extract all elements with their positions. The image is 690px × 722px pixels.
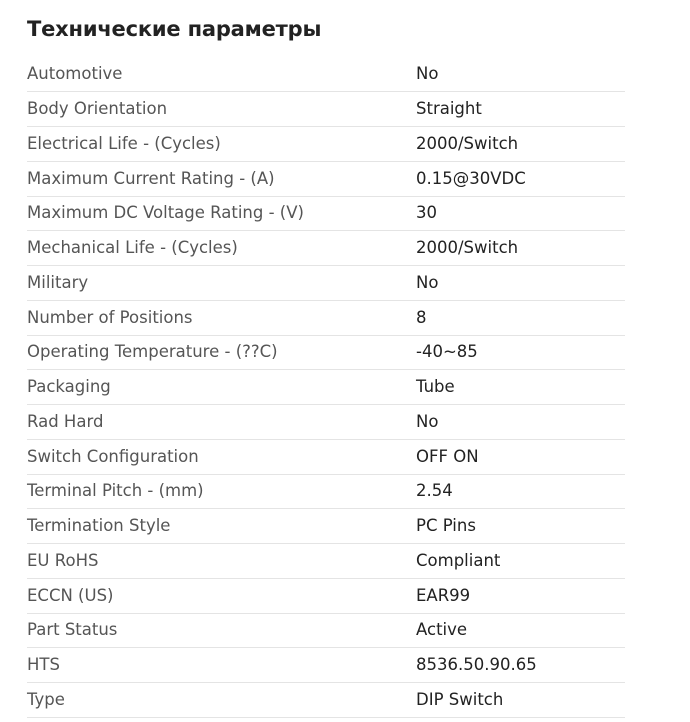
table-row bbox=[27, 370, 625, 405]
param-value: OFF ON bbox=[416, 446, 479, 466]
param-value: 8 bbox=[416, 307, 427, 327]
table-row bbox=[27, 509, 625, 544]
param-name: Body Orientation bbox=[27, 99, 168, 119]
table-row bbox=[27, 544, 625, 579]
table-row bbox=[27, 127, 625, 162]
param-name: Terminal Pitch - (mm) bbox=[27, 481, 204, 501]
param-value: 2000/Switch bbox=[416, 133, 519, 153]
param-name: ECCN (US) bbox=[27, 585, 114, 605]
table-row bbox=[27, 92, 625, 127]
param-value: No bbox=[416, 64, 439, 84]
param-name: Operating Temperature - (??C) bbox=[27, 342, 278, 362]
param-name: Electrical Life - (Cycles) bbox=[27, 133, 221, 153]
param-name: Automotive bbox=[27, 64, 123, 84]
param-value: Tube bbox=[416, 377, 455, 397]
param-name: EU RoHS bbox=[27, 550, 99, 570]
spec-table-body bbox=[27, 57, 625, 717]
param-value: 2.54 bbox=[416, 481, 453, 501]
table-row bbox=[27, 683, 625, 718]
table-row bbox=[27, 439, 625, 474]
param-value: Active bbox=[416, 620, 468, 640]
table-row bbox=[27, 578, 625, 613]
param-value: 2000/Switch bbox=[416, 238, 519, 258]
table-row bbox=[27, 57, 625, 92]
param-name: Rad Hard bbox=[27, 411, 104, 431]
param-value: PC Pins bbox=[416, 516, 476, 536]
table-row bbox=[27, 161, 625, 196]
param-value: No bbox=[416, 272, 439, 292]
table-row bbox=[27, 300, 625, 335]
param-value: Compliant bbox=[416, 550, 501, 570]
table-row bbox=[27, 648, 625, 683]
table-row bbox=[27, 266, 625, 301]
param-name: HTS bbox=[27, 655, 60, 675]
table-row bbox=[27, 613, 625, 648]
param-name: Military bbox=[27, 272, 89, 292]
param-value: 8536.50.90.65 bbox=[416, 655, 537, 675]
table-row bbox=[27, 196, 625, 231]
param-value: Straight bbox=[416, 99, 482, 119]
param-name: Type bbox=[27, 689, 65, 709]
param-value: EAR99 bbox=[416, 585, 471, 605]
param-name: Packaging bbox=[27, 377, 111, 397]
param-name: Maximum Current Rating - (A) bbox=[27, 168, 275, 188]
param-name: Part Status bbox=[27, 620, 118, 640]
param-value: DIP Switch bbox=[416, 689, 504, 709]
param-value: -40~85 bbox=[416, 342, 478, 362]
param-name: Number of Positions bbox=[27, 307, 193, 327]
spec-table bbox=[27, 57, 625, 718]
table-row bbox=[27, 231, 625, 266]
param-value: 30 bbox=[416, 203, 437, 223]
param-name: Mechanical Life - (Cycles) bbox=[27, 238, 238, 258]
param-value: 0.15@30VDC bbox=[416, 168, 526, 188]
table-row bbox=[27, 474, 625, 509]
param-name: Termination Style bbox=[27, 516, 171, 536]
param-value: No bbox=[416, 411, 439, 431]
param-name: Switch Configuration bbox=[27, 446, 199, 466]
section-title: Технические параметры bbox=[27, 17, 322, 41]
param-name: Maximum DC Voltage Rating - (V) bbox=[27, 203, 304, 223]
table-row bbox=[27, 405, 625, 440]
table-row bbox=[27, 335, 625, 370]
